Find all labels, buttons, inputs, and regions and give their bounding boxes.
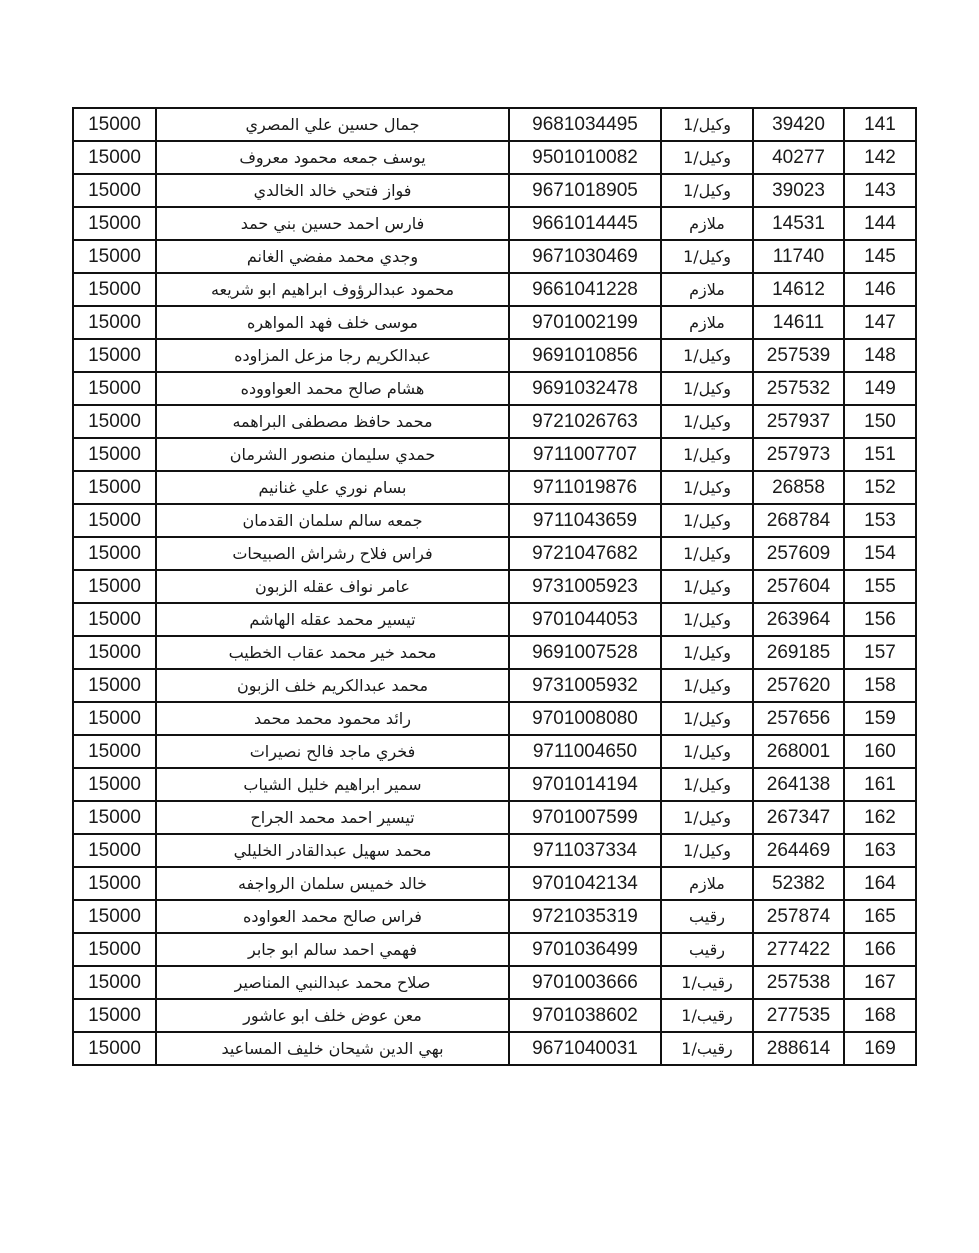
national-id-cell: 9661041228 [509,273,661,306]
amount-cell: 15000 [73,636,156,669]
amount-cell: 15000 [73,768,156,801]
rank-cell: ملازم [661,306,753,339]
military-number-cell: 288614 [753,1032,844,1065]
table-row [73,834,916,867]
military-number-cell: 257532 [753,372,844,405]
serial-cell: 150 [844,405,916,438]
serial-cell: 162 [844,801,916,834]
national-id-cell: 9701007599 [509,801,661,834]
table-row [73,537,916,570]
name-cell: محمد خير محمد عقاب الخطيب [156,636,509,669]
military-number-cell: 257539 [753,339,844,372]
table-row [73,141,916,174]
table-row [73,966,916,999]
table-row [73,1032,916,1065]
serial-cell: 151 [844,438,916,471]
serial-cell: 166 [844,933,916,966]
rank-cell: وكيل/1 [661,504,753,537]
military-number-cell: 39420 [753,108,844,141]
rank-cell: وكيل/1 [661,603,753,636]
serial-cell: 164 [844,867,916,900]
amount-cell: 15000 [73,405,156,438]
serial-cell: 168 [844,999,916,1032]
amount-cell: 15000 [73,273,156,306]
rank-cell: وكيل/1 [661,471,753,504]
military-number-cell: 257874 [753,900,844,933]
military-number-cell: 14531 [753,207,844,240]
national-id-cell: 9681034495 [509,108,661,141]
national-id-cell: 9711043659 [509,504,661,537]
serial-cell: 143 [844,174,916,207]
rank-cell: وكيل/1 [661,768,753,801]
amount-cell: 15000 [73,867,156,900]
military-number-cell: 277422 [753,933,844,966]
table-row [73,999,916,1032]
name-cell: محمد عبدالكريم خلف الزبون [156,669,509,702]
name-cell: موسى خلف فهد المواهره [156,306,509,339]
national-id-cell: 9701014194 [509,768,661,801]
military-number-cell: 268001 [753,735,844,768]
amount-cell: 15000 [73,207,156,240]
national-id-cell: 9671030469 [509,240,661,273]
military-number-cell: 264138 [753,768,844,801]
table-row [73,801,916,834]
amount-cell: 15000 [73,669,156,702]
serial-cell: 169 [844,1032,916,1065]
military-number-cell: 257973 [753,438,844,471]
military-number-cell: 11740 [753,240,844,273]
serial-cell: 165 [844,900,916,933]
national-id-cell: 9701042134 [509,867,661,900]
name-cell: تيسير احمد محمد الجراح [156,801,509,834]
personnel-table [72,107,917,1066]
name-cell: محمد حافظ مصطفى البراهمه [156,405,509,438]
name-cell: بهي الدين شيحان خليف المساعيد [156,1032,509,1065]
national-id-cell: 9671040031 [509,1032,661,1065]
amount-cell: 15000 [73,438,156,471]
national-id-cell: 9731005932 [509,669,661,702]
serial-cell: 146 [844,273,916,306]
national-id-cell: 9711037334 [509,834,661,867]
military-number-cell: 267347 [753,801,844,834]
serial-cell: 142 [844,141,916,174]
amount-cell: 15000 [73,603,156,636]
rank-cell: رقيب/1 [661,966,753,999]
serial-cell: 167 [844,966,916,999]
national-id-cell: 9731005923 [509,570,661,603]
amount-cell: 15000 [73,966,156,999]
military-number-cell: 14612 [753,273,844,306]
table-row [73,240,916,273]
national-id-cell: 9691032478 [509,372,661,405]
name-cell: فهمي احمد سالم ابو جابر [156,933,509,966]
military-number-cell: 268784 [753,504,844,537]
national-id-cell: 9721047682 [509,537,661,570]
name-cell: فخري ماجد فالح نصيرات [156,735,509,768]
serial-cell: 141 [844,108,916,141]
amount-cell: 15000 [73,933,156,966]
national-id-cell: 9691007528 [509,636,661,669]
serial-cell: 159 [844,702,916,735]
name-cell: هشام صالح محمد العواووده [156,372,509,405]
national-id-cell: 9711019876 [509,471,661,504]
table-row [73,471,916,504]
rank-cell: وكيل/1 [661,405,753,438]
amount-cell: 15000 [73,702,156,735]
table-row [73,207,916,240]
national-id-cell: 9501010082 [509,141,661,174]
military-number-cell: 52382 [753,867,844,900]
serial-cell: 158 [844,669,916,702]
national-id-cell: 9701036499 [509,933,661,966]
military-number-cell: 257609 [753,537,844,570]
rank-cell: ملازم [661,273,753,306]
name-cell: محمد سهيل عبدالقادر الخليلي [156,834,509,867]
military-number-cell: 257538 [753,966,844,999]
national-id-cell: 9711007707 [509,438,661,471]
serial-cell: 145 [844,240,916,273]
military-number-cell: 257620 [753,669,844,702]
name-cell: سمير ابراهيم خليل الشياب [156,768,509,801]
rank-cell: رقيب [661,933,753,966]
table-row [73,735,916,768]
name-cell: معن عوض خلف ابو عاشور [156,999,509,1032]
table-row [73,570,916,603]
rank-cell: وكيل/1 [661,240,753,273]
national-id-cell: 9721035319 [509,900,661,933]
amount-cell: 15000 [73,240,156,273]
serial-cell: 147 [844,306,916,339]
rank-cell: وكيل/1 [661,801,753,834]
rank-cell: وكيل/1 [661,669,753,702]
serial-cell: 160 [844,735,916,768]
national-id-cell: 9671018905 [509,174,661,207]
rank-cell: ملازم [661,207,753,240]
serial-cell: 152 [844,471,916,504]
national-id-cell: 9721026763 [509,405,661,438]
table-row [73,273,916,306]
national-id-cell: 9701044053 [509,603,661,636]
amount-cell: 15000 [73,339,156,372]
name-cell: جمعه سالم سلمان القدمان [156,504,509,537]
amount-cell: 15000 [73,471,156,504]
military-number-cell: 257604 [753,570,844,603]
serial-cell: 157 [844,636,916,669]
military-number-cell: 264469 [753,834,844,867]
name-cell: فارس احمد حسين بني حمد [156,207,509,240]
table-row [73,438,916,471]
amount-cell: 15000 [73,537,156,570]
name-cell: فراس فلاح رشراش الصبيحات [156,537,509,570]
amount-cell: 15000 [73,174,156,207]
serial-cell: 161 [844,768,916,801]
name-cell: رائد محمود محمد محمد [156,702,509,735]
table-row [73,108,916,141]
rank-cell: وكيل/1 [661,570,753,603]
rank-cell: رقيب [661,900,753,933]
serial-cell: 153 [844,504,916,537]
amount-cell: 15000 [73,108,156,141]
table-row [73,603,916,636]
military-number-cell: 277535 [753,999,844,1032]
name-cell: محمود عبدالرؤوف ابراهيم ابو شريعه [156,273,509,306]
amount-cell: 15000 [73,570,156,603]
table-row [73,372,916,405]
amount-cell: 15000 [73,306,156,339]
military-number-cell: 40277 [753,141,844,174]
rank-cell: وكيل/1 [661,339,753,372]
name-cell: حمدي سليمان منصور الشرمان [156,438,509,471]
name-cell: فواز فتحي خالد الخالدي [156,174,509,207]
serial-cell: 156 [844,603,916,636]
rank-cell: ملازم [661,867,753,900]
table-row [73,933,916,966]
military-number-cell: 269185 [753,636,844,669]
serial-cell: 148 [844,339,916,372]
rank-cell: وكيل/1 [661,141,753,174]
rank-cell: رقيب/1 [661,1032,753,1065]
table-row [73,339,916,372]
amount-cell: 15000 [73,1032,156,1065]
table-row [73,306,916,339]
serial-cell: 144 [844,207,916,240]
name-cell: عبدالكريم رجا مزعل المزاوده [156,339,509,372]
name-cell: خالد خميس سلمان الرواجفه [156,867,509,900]
military-number-cell: 39023 [753,174,844,207]
rank-cell: وكيل/1 [661,636,753,669]
table-row [73,636,916,669]
amount-cell: 15000 [73,504,156,537]
amount-cell: 15000 [73,735,156,768]
national-id-cell: 9691010856 [509,339,661,372]
table-row [73,900,916,933]
amount-cell: 15000 [73,372,156,405]
national-id-cell: 9701002199 [509,306,661,339]
amount-cell: 15000 [73,801,156,834]
table-body [73,108,916,1065]
name-cell: فراس صالح محمد العواوده [156,900,509,933]
rank-cell: وكيل/1 [661,834,753,867]
rank-cell: وكيل/1 [661,735,753,768]
name-cell: صلاح محمد عبدالنبي المناصير [156,966,509,999]
table-row [73,405,916,438]
military-number-cell: 263964 [753,603,844,636]
name-cell: بسام نوري علي غنانيم [156,471,509,504]
military-number-cell: 257937 [753,405,844,438]
national-id-cell: 9701003666 [509,966,661,999]
national-id-cell: 9661014445 [509,207,661,240]
serial-cell: 149 [844,372,916,405]
amount-cell: 15000 [73,999,156,1032]
rank-cell: وكيل/1 [661,108,753,141]
military-number-cell: 26858 [753,471,844,504]
serial-cell: 163 [844,834,916,867]
amount-cell: 15000 [73,141,156,174]
national-id-cell: 9711004650 [509,735,661,768]
amount-cell: 15000 [73,900,156,933]
rank-cell: وكيل/1 [661,537,753,570]
name-cell: وجدي محمد مفضي الغانم [156,240,509,273]
military-number-cell: 14611 [753,306,844,339]
table-row [73,504,916,537]
table-row [73,174,916,207]
rank-cell: وكيل/1 [661,372,753,405]
amount-cell: 15000 [73,834,156,867]
rank-cell: وكيل/1 [661,438,753,471]
national-id-cell: 9701038602 [509,999,661,1032]
serial-cell: 154 [844,537,916,570]
name-cell: عامر نواف عقله الزبون [156,570,509,603]
rank-cell: وكيل/1 [661,174,753,207]
name-cell: تيسير محمد عقله الهاشم [156,603,509,636]
serial-cell: 155 [844,570,916,603]
table-row [73,702,916,735]
national-id-cell: 9701008080 [509,702,661,735]
military-number-cell: 257656 [753,702,844,735]
rank-cell: وكيل/1 [661,702,753,735]
table-row [73,867,916,900]
name-cell: جمال حسين علي المصري [156,108,509,141]
table-row [73,669,916,702]
rank-cell: رقيب/1 [661,999,753,1032]
table-row [73,768,916,801]
name-cell: يوسف جمعه محمود معروف [156,141,509,174]
